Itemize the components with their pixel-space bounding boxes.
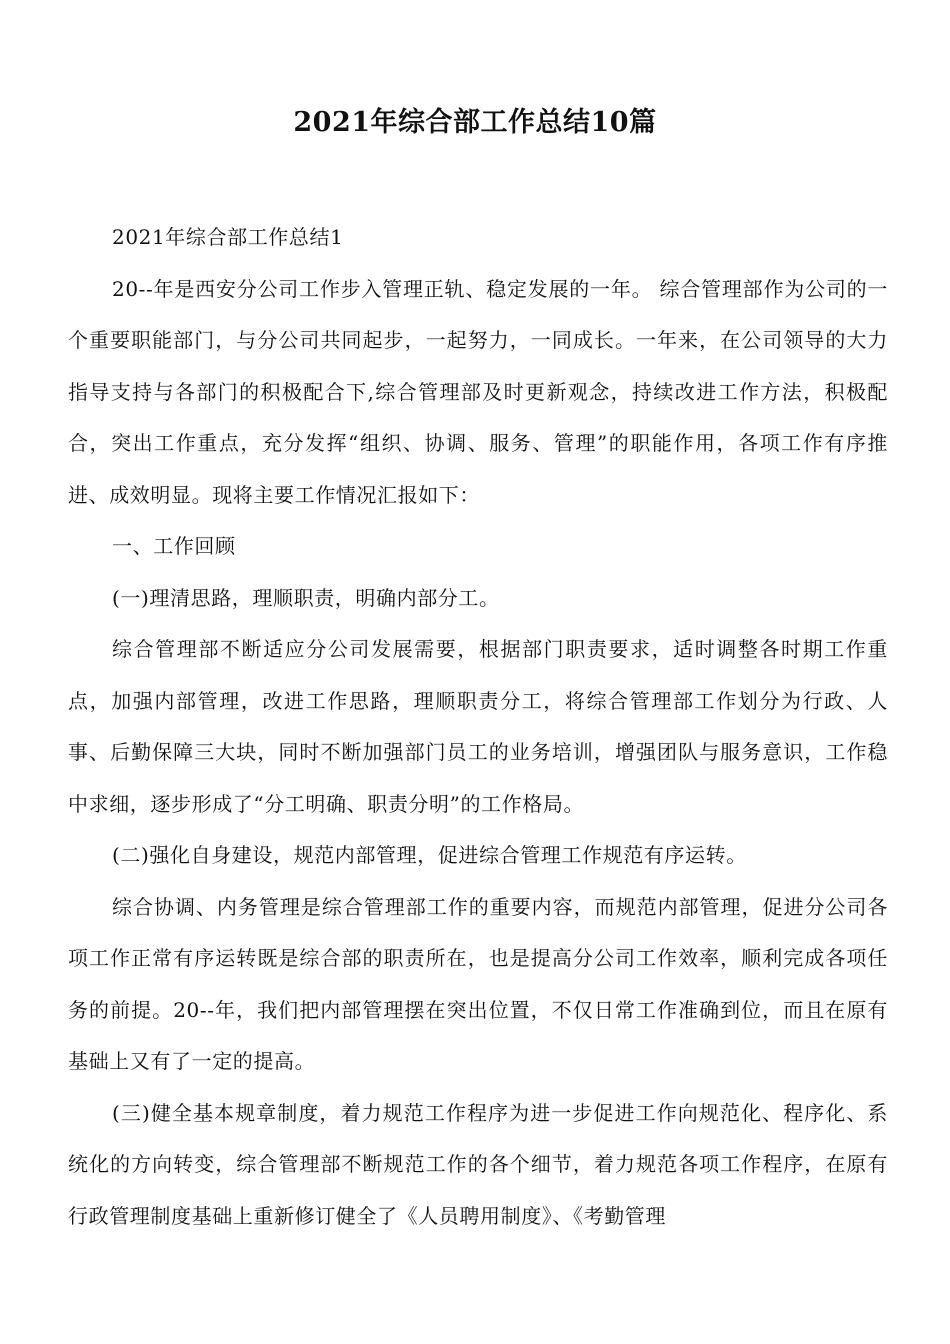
section-heading-summary-1: 2021年综合部工作总结1: [112, 225, 344, 249]
paragraph-intro: 20--年是西安分公司工作步入管理正轨、稳定发展的一年。 综合管理部作为公司的一个重要职能部门，与分公司共同起步，一起努力，一同成长。一年来，在公司领导的大力指导支持与各部门的积极配合下,综合管理部及时更新观念，持续改进工作方法，积极配合，突出工作重点，充分发挥“组织、协调、服务、管理”的职能作用，各项工作有序推进、成效明显。现将主要工作情况汇报如下：: [68, 276, 888, 507]
document-body: [68, 212, 888, 1242]
section-heading-review: 一、工作回顾: [112, 534, 236, 558]
subheading-2: (二)强化自身建设，规范内部管理，促进综合管理工作规范有序运转。: [112, 843, 747, 867]
subheading-1: (一)理清思路，理顺职责，明确内部分工。: [112, 585, 500, 610]
paragraph-3: (三)健全基本规章制度，着力规范工作程序为进一步促进工作向规范化、程序化、系统化的方向转变，综合管理部不断规范工作的各个细节，着力规范各项工作程序，在原有行政管理制度基础上重新修订健全了《人员聘用制度》、《考勤管理: [68, 1100, 888, 1228]
paragraph-2: 综合协调、内务管理是综合管理部工作的重要内容，而规范内部管理，促进分公司各项工作正常有序运转既是综合部的职责所在，也是提高分公司工作效率，顺利完成各项任务的前提。20--年，我们把内部管理摆在突出位置，不仅日常工作准确到位，而且在原有基础上又有了一定的提高。: [68, 894, 888, 1073]
document-title: 2021年综合部工作总结10篇: [293, 107, 657, 138]
paragraph-1: 综合管理部不断适应分公司发展需要，根据部门职责要求，适时调整各时期工作重点，加强内部管理，改进工作思路，理顺职责分工，将综合管理部工作划分为行政、人事、后勤保障三大块，同时不断加强部门员工的业务培训，增强团队与服务意识，工作稳中求细，逐步形成了“分工明确、职责分明”的工作格局。: [68, 637, 888, 816]
